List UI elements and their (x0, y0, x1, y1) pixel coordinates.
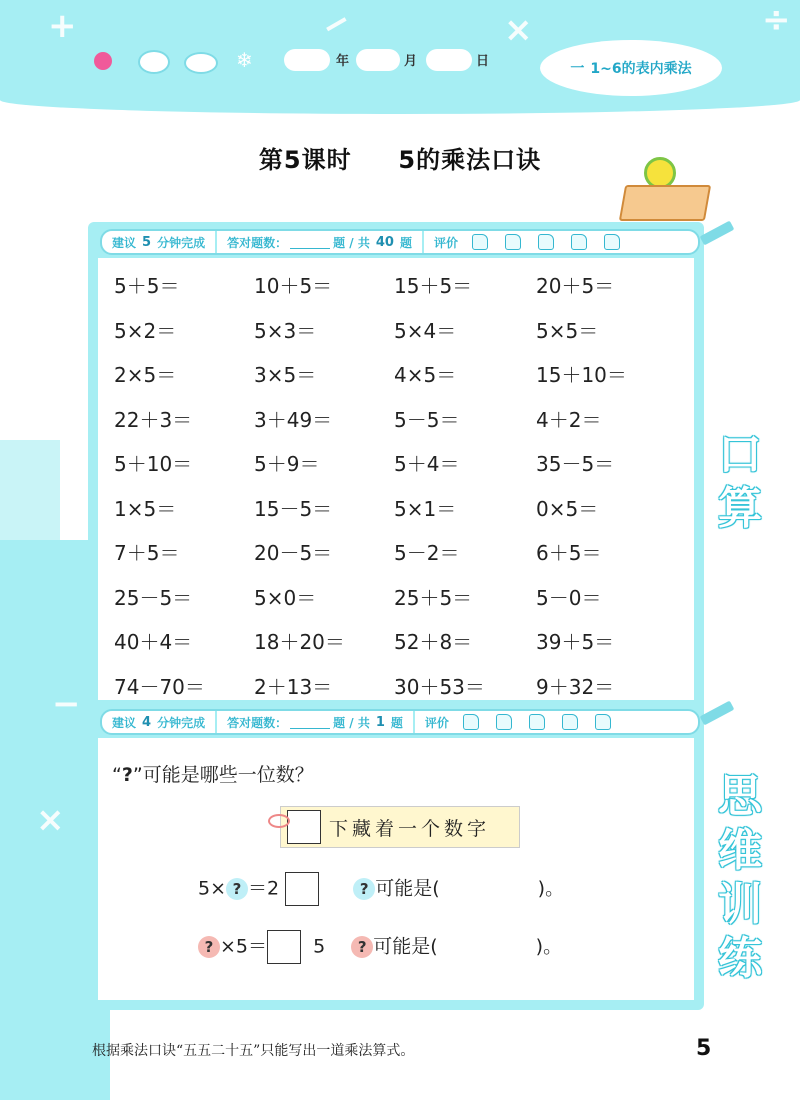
eval-label: 评价 (424, 715, 449, 730)
math-problem: 6＋5＝ (536, 541, 602, 565)
thumb-icon[interactable] (472, 234, 488, 250)
hidden-digit-icon: ? (198, 936, 220, 958)
eq1-left: 5× (198, 877, 227, 900)
thumb-icon[interactable] (463, 714, 479, 730)
hint-box (287, 810, 321, 844)
side-char: 训 (718, 879, 762, 930)
thumb-icon[interactable] (538, 234, 554, 250)
side-char: 口 (718, 429, 762, 480)
unit-badge (540, 40, 722, 96)
math-problem: 4×5＝ (394, 363, 457, 387)
eq1-product: ＝2 (248, 877, 280, 900)
math-problem: 5－2＝ (394, 541, 460, 565)
times-symbol-decor: × (504, 10, 533, 50)
minutes-unit: 分钟完成 (157, 715, 206, 730)
math-problem: 25＋5＝ (394, 585, 473, 610)
month-label: 月 (404, 54, 418, 69)
end-label: 题 (390, 715, 403, 730)
math-problem: 30＋53＝ (394, 674, 485, 699)
side-char: 算 (718, 483, 762, 534)
times-decor-left: × (36, 800, 65, 840)
math-problem: 5－5＝ (394, 407, 460, 432)
info-bar-section2 (100, 709, 700, 735)
total-label: 题 / 共 (333, 235, 370, 250)
total-value: 40 (375, 234, 394, 250)
eq1-close: )。 (537, 877, 565, 900)
math-problem: 35－5＝ (536, 452, 615, 476)
hidden-digit-icon: ? (351, 936, 373, 958)
math-problem: 20－5＝ (254, 541, 333, 565)
eval-label: 评价 (433, 235, 458, 250)
minutes-unit: 分钟完成 (157, 235, 206, 250)
book-icon (619, 185, 711, 221)
question-text: ”可能是哪些一位数？ (132, 764, 314, 786)
time-suggestion (102, 231, 217, 253)
footnote: 根据乘法口诀“五五二十五”只能写出一道乘法算式。 (92, 1043, 415, 1059)
math-problem: 7＋5＝ (114, 541, 180, 565)
hidden-digit-icon: ? (353, 878, 375, 900)
math-problem: 5＋5＝ (114, 274, 180, 298)
eq2-close: )。 (535, 935, 563, 958)
header-curve (0, 100, 800, 114)
thumb-icon[interactable] (505, 234, 521, 250)
score-segment (217, 231, 424, 253)
correct-blank[interactable] (290, 236, 330, 249)
cloudy-icon (138, 50, 170, 74)
thumb-icon[interactable] (562, 714, 578, 730)
math-problem: 4＋2＝ (536, 407, 602, 432)
math-problem: 5×5＝ (536, 318, 599, 343)
end-label: 题 (399, 235, 412, 250)
day-field[interactable] (426, 49, 472, 71)
unit-number: 一 (570, 61, 585, 77)
month-field[interactable] (356, 49, 400, 71)
quote-open: “ (112, 764, 122, 786)
side-char: 维 (718, 825, 762, 876)
math-problem: 5＋10＝ (114, 452, 193, 476)
eq2-left: ×5＝ (220, 935, 268, 958)
rating-segment (424, 231, 633, 253)
suggest-label: 建议 (112, 715, 137, 730)
side-char: 练 (718, 933, 762, 984)
thumb-icon[interactable] (571, 234, 587, 250)
year-label: 年 (336, 54, 350, 69)
math-problem: 3×5＝ (254, 363, 317, 387)
total-label: 题 / 共 (333, 715, 370, 730)
snow-icon: ❄ (236, 48, 253, 72)
info-bar-section1 (100, 229, 700, 255)
hint-text: 下藏着一个数字 (329, 817, 491, 840)
total-value: 1 (375, 714, 385, 730)
math-problem: 15＋10＝ (536, 363, 627, 387)
correct-label: 答对题数： (227, 235, 288, 250)
thumb-icon[interactable] (604, 234, 620, 250)
minus-decor-left: − (52, 684, 81, 724)
correct-blank[interactable] (290, 716, 330, 729)
math-problem: 5×3＝ (254, 318, 317, 343)
math-problem: 74－70＝ (114, 674, 205, 699)
hint-card (280, 806, 520, 848)
minutes-value: 4 (142, 714, 152, 730)
equation-line-2 (198, 930, 562, 964)
math-problem: 5×0＝ (254, 585, 317, 610)
thumb-icon[interactable] (529, 714, 545, 730)
side-char: 思 (718, 771, 762, 822)
math-problem: 5×4＝ (394, 318, 457, 343)
math-problem: 39＋5＝ (536, 630, 615, 654)
lesson-number: 第5课时 (258, 146, 352, 174)
minus-symbol-decor: − (313, 0, 359, 49)
thumb-icon[interactable] (595, 714, 611, 730)
math-problem: 5＋9＝ (254, 452, 320, 476)
hidden-digit-icon: ? (226, 878, 248, 900)
year-field[interactable] (284, 49, 330, 71)
pencil-icon (700, 221, 735, 246)
answer-box[interactable] (267, 930, 301, 964)
side-label-thinking (710, 770, 770, 986)
math-problem: 40＋4＝ (114, 630, 193, 654)
equation-line-1 (198, 872, 564, 906)
math-problem: 15－5＝ (254, 496, 333, 521)
eq1-possible-label: 可能是( (375, 877, 440, 900)
day-label: 日 (476, 54, 490, 69)
lesson-topic: 5的乘法口诀 (398, 146, 542, 174)
eq2-possible-label: 可能是( (373, 935, 438, 958)
math-problem: 3＋49＝ (254, 407, 333, 432)
math-problem: 5－0＝ (536, 585, 602, 610)
math-problem: 5＋4＝ (394, 452, 460, 476)
page-title (0, 140, 800, 175)
math-problem: 5×2＝ (114, 318, 177, 343)
rain-icon (184, 52, 218, 74)
sun-icon (94, 52, 112, 70)
math-problem: 9＋32＝ (536, 674, 615, 699)
suggest-label: 建议 (112, 235, 137, 250)
math-problem: 25－5＝ (114, 585, 193, 610)
paperclip-icon (268, 814, 290, 828)
math-problem: 22＋3＝ (114, 407, 193, 432)
plus-symbol-decor: + (48, 6, 77, 46)
eq2-product: 5 (313, 935, 326, 958)
minutes-value: 5 (142, 234, 152, 250)
math-problem: 20＋5＝ (536, 274, 615, 298)
math-problem: 0×5＝ (536, 496, 599, 521)
unit-title: 1~6的表内乘法 (590, 61, 692, 77)
math-problem: 15＋5＝ (394, 274, 473, 298)
thumb-icon[interactable] (496, 714, 512, 730)
math-problem: 1×5＝ (114, 496, 177, 521)
pencil-icon (700, 701, 735, 726)
math-problem: 2×5＝ (114, 363, 177, 387)
math-problem: 52＋8＝ (394, 630, 473, 654)
math-problem: 10＋5＝ (254, 274, 333, 298)
time-suggestion (102, 711, 217, 733)
question-mark-icon: ? (121, 764, 133, 786)
thinking-question (112, 760, 314, 787)
page-number: 5 (696, 1036, 712, 1061)
side-label-mental-math (710, 428, 770, 536)
correct-label: 答对题数： (227, 715, 288, 730)
rating-segment (415, 711, 624, 733)
math-problem: 2＋13＝ (254, 674, 333, 699)
math-problem: 18＋20＝ (254, 630, 345, 654)
math-problem: 5×1＝ (394, 496, 457, 521)
score-segment (217, 711, 415, 733)
divide-symbol-decor: ÷ (762, 0, 791, 40)
answer-box[interactable] (285, 872, 319, 906)
